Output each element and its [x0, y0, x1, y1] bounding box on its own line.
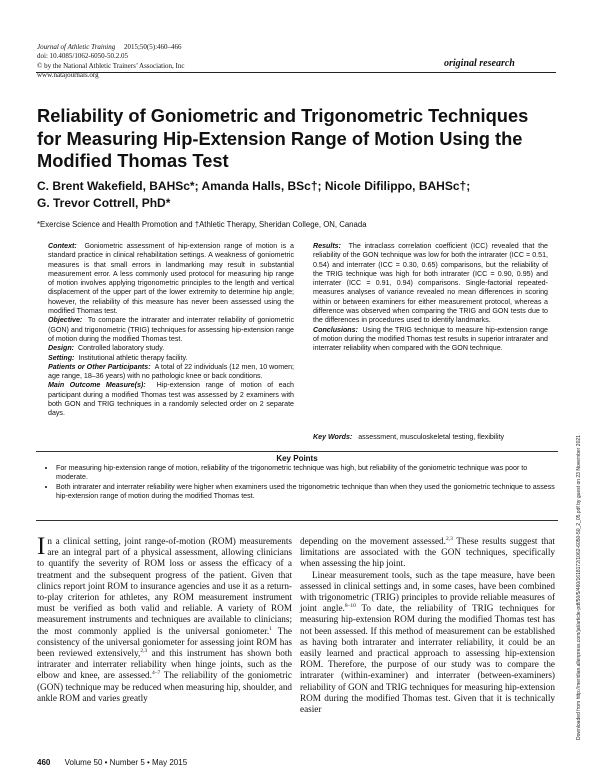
abstract-results — [313, 242, 548, 326]
key-point-item: • Both intrarater and interrater reliability were higher when examiners used the trigonometric technique than when they used the goniometric technique to assess hip-extension range of motion during the modified Thomas test. — [56, 483, 558, 502]
author-list — [37, 178, 557, 212]
abstract-right-column — [313, 242, 548, 354]
key-points-box — [36, 451, 558, 521]
drop-cap: I — [37, 533, 46, 560]
results-label: Results: — [313, 242, 341, 250]
patients-label: Patients or Other Participants: — [48, 362, 151, 371]
setting-text: Institutional athletic therapy facility. — [78, 353, 188, 362]
intro-text: Linear measurement tools, such as the tape measure, have been assessed in clinical settings and, in some cases, have been combined with trigonometric (TRIG) principles to provide reliable measures of joint angle. — [300, 569, 555, 614]
intro-text: These results suggest that limitations are associated with the GON techniques, specifically when assessing the hip joint. — [300, 536, 555, 569]
abstract-design — [48, 344, 294, 353]
intro-paragraph-1-cont — [300, 536, 555, 570]
context-text: Goniometric assessment of hip-extension range of motion is a standard practice in clinical rehabilitation settings. A weakness of goniometric measures is that small errors in landmarking may result in substantial measurement error. A less commonly used protocol for measuring hip range of motion involves applying trigonometric principles to the length and vertical displacement of the upper part of the lower extremity to determine hip angle; however, the reliability of this measure has never been assessed using the modified Thomas test. — [48, 242, 294, 316]
results-text: The intraclass correlation coefficient (ICC) revealed that the reliability of the GON technique was low for both the intrarater (ICC = 0.51, 0.54) and interrater (ICC = 0.30, 0.65) comparisons, but the reliability of the TRIG technique was high for both intrarater (ICC = 0.90, 0.95) and interrater (ICC = 0.91, 0.94) comparisons. Single-factorial repeated-measures analyses of variance revealed no mean differences in scoring within or between examiners for either measurement protocol, whereas a difference was observed when comparing the TRIG and GON tests due to the differences in procedures used to identify landmarks. — [313, 242, 548, 325]
copyright: © by the National Athletic Trainers’ Association, Inc — [37, 61, 185, 70]
design-text: Controlled laboratory study. — [77, 344, 165, 353]
intro-text: The reliability of the goniometric (GON) technique may be reduced when measuring hip, shoulder, and ankle ROM and varies greatly — [37, 670, 293, 703]
intro-text: n a clinical setting, joint range-of-motion (ROM) measurements are an integral part of a physical assessment, allowing clinicians to quantify the severity of ROM loss or assess the efficacy of a treatment and the subsequent progress of the patient. Given that clinics report joint ROM to insurance agencies and use it as a return-to-play criterion for athletes, any ROM measurement instrument must be verified as both valid and reliable. A variety of ROM measurement instruments and techniques are available to clinicians; the most commonly applied is the universal goniometer. — [37, 536, 292, 636]
download-watermark: Downloaded from http://meridian.allenpress.com/jat/article-pdf/50/5/460/1618172/1062-6050-50_2_05.pdf by guest on 23 November 2021 — [576, 435, 582, 740]
abstract-context — [48, 242, 294, 316]
abstract-left-column — [48, 242, 294, 419]
abstract-setting — [48, 354, 294, 363]
reference-link[interactable]: 8–10 — [344, 603, 356, 610]
intro-text: To date, the reliability of TRIG techniques for measuring hip-extension ROM during the modified Thomas test has not been assessed. If this method of measurement can be established as having both intrarater and interrater reliability, it could be an easily learned and practical approach to assessing hip-extension ROM. Therefore, the purpose of our study was to compare the intrarater (within-examiner) and interrater (between-examiners) reliability of GON and TRIG techniques for measuring hip-extension ROM during the modified Thomas test. Given that it is technically easier — [300, 603, 555, 715]
conclusions-text: Using the TRIG technique to measure hip-extension range of motion during the modified Thomas test results in superior intrarater and interrater reliability when compared with the GON technique. — [313, 325, 548, 353]
abstract-patients — [48, 363, 294, 382]
patients-text: A total of 22 individuals (12 men, 10 women; age range, 18–36 years) with no pathologic knee or back conditions. — [48, 362, 294, 381]
authors-line-2: G. Trevor Cottrell, PhD* — [37, 196, 171, 210]
journal-name: Journal of Athletic Training — [37, 43, 116, 51]
issue-info: Volume 50 • Number 5 • May 2015 — [64, 758, 188, 767]
abstract-objective — [48, 316, 294, 344]
website-link[interactable]: www.natajournals.org — [37, 71, 99, 80]
reference-link[interactable]: 1 — [269, 625, 272, 632]
context-label: Context: — [48, 242, 77, 250]
reference-link[interactable]: 4–7 — [151, 670, 161, 677]
outcome-text: Hip-extension range of motion of each participant during a modified Thomas test was assessed by 2 examiners with both GON and TRIG techniques in a randomly selected order on 2 separate days. — [48, 381, 294, 418]
intro-paragraph-1 — [37, 533, 293, 704]
design-label: Design: — [48, 344, 75, 353]
abstract-outcome — [48, 381, 294, 418]
keywords-label: Key Words: — [313, 433, 353, 441]
outcome-label: Main Outcome Measure(s): — [48, 381, 146, 390]
page-footer — [37, 758, 187, 767]
objective-label: Objective: — [48, 316, 83, 325]
objective-text: To compare the intrarater and interrater reliability of goniometric (GON) and trigonometric (TRIG) techniques for assessing hip-extension range of motion during the modified Thomas test. — [48, 316, 294, 343]
reference-link[interactable]: 2,3 — [445, 535, 453, 542]
section-label: original research — [444, 58, 515, 69]
article-title: Reliability of Goniometric and Trigonometric Techniques for Measuring Hip-Extension Range of Motion Using the Modified Thomas Test — [37, 105, 529, 171]
page-number: 460 — [37, 758, 51, 767]
setting-label: Setting: — [48, 353, 75, 362]
body-left-column — [37, 533, 293, 704]
abstract-conclusions — [313, 326, 548, 354]
header-divider — [36, 72, 556, 73]
intro-paragraph-2 — [300, 570, 555, 716]
affiliation: *Exercise Science and Health Promotion and †Athletic Therapy, Sheridan College, ON, Canada — [37, 220, 367, 229]
keywords — [313, 433, 504, 441]
reference-link[interactable]: 2,3 — [140, 647, 148, 654]
citation: 2015;50(5):460–466 — [123, 43, 182, 51]
conclusions-label: Conclusions: — [313, 325, 358, 334]
keywords-text: assessment, musculoskeletal testing, flexibility — [358, 433, 505, 441]
authors-line-1: C. Brent Wakefield, BAHSc*; Amanda Halls, BSc†; Nicole Difilippo, BAHSc†; — [37, 179, 471, 193]
intro-text: and this instrument has shown both intrarater and interrater reliability when hinge joints, such as the elbow and knee, are assessed. — [37, 648, 292, 681]
journal-info — [37, 43, 185, 81]
intro-text: depending on the movement assessed. — [300, 536, 446, 546]
doi[interactable]: doi: 10.4085/1062-6050-50.2.05 — [37, 52, 128, 61]
intro-text: The consistency of the universal goniometer for assessing joint ROM has been reviewed extensively, — [37, 625, 292, 659]
key-points-title: Key Points — [276, 454, 318, 463]
body-right-column — [300, 536, 555, 715]
key-point-item: • For measuring hip-extension range of motion, reliability of the trigonometric technique was high, but reliability of the goniometric technique was poor to moderate. — [56, 464, 558, 483]
